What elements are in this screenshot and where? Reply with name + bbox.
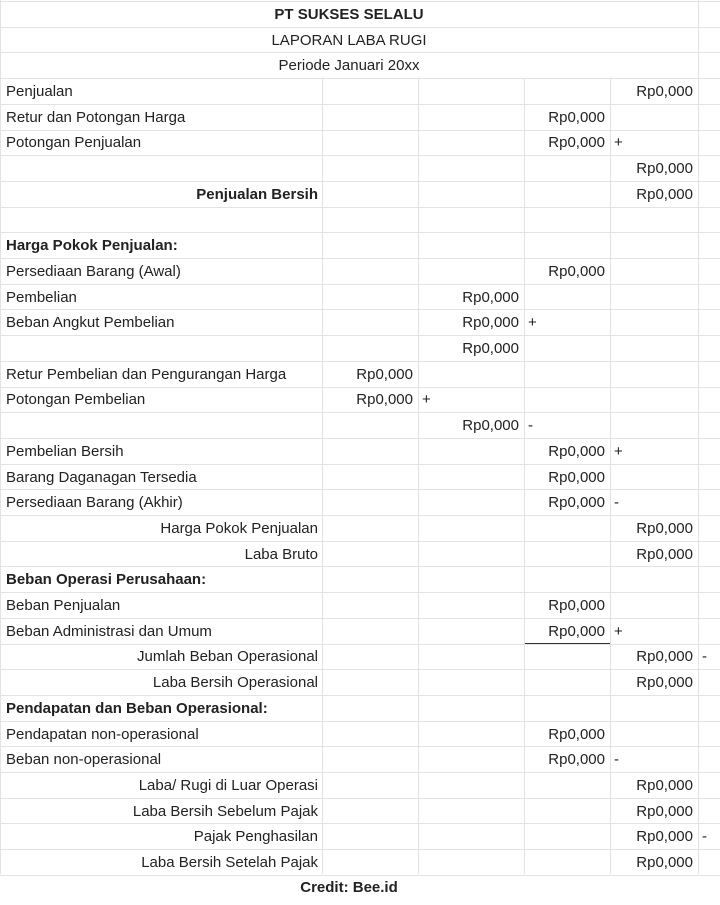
grid-line-horizontal: [0, 309, 720, 310]
row-amount: Rp0,000: [636, 519, 693, 537]
row-operator: -: [702, 648, 707, 666]
row-label: Jumlah Beban Operasional: [137, 648, 318, 666]
grid-line-horizontal: [0, 695, 720, 696]
grid-line-vertical: [322, 79, 323, 874]
row-operator: +: [614, 442, 623, 460]
row-operator: -: [614, 494, 619, 512]
grid-line-horizontal: [0, 284, 720, 285]
row-label: Barang Daganagan Tersedia: [6, 468, 197, 486]
row-label: Potongan Penjualan: [6, 134, 142, 152]
grid-line-horizontal: [0, 669, 720, 670]
row-amount: Rp0,000: [636, 160, 693, 178]
row-label: Laba Bruto: [244, 545, 318, 563]
row-label: Pembelian: [6, 288, 77, 306]
report-period: Periode Januari 20xx: [278, 57, 420, 75]
grid-line-horizontal: [0, 721, 720, 722]
grid-line-horizontal: [0, 387, 720, 388]
row-label: Harga Pokok Penjualan:: [6, 237, 178, 255]
row-operator: -: [702, 828, 707, 846]
credit-footer: Credit: Bee.id: [300, 879, 398, 896]
grid-line-horizontal: [0, 875, 720, 876]
row-amount: Rp0,000: [462, 288, 519, 306]
grid-line-vertical: [0, 0, 1, 874]
row-amount: Rp0,000: [636, 545, 693, 563]
grid-line-vertical: [610, 79, 611, 874]
grid-line-horizontal: [0, 361, 720, 362]
row-label: Beban non-operasional: [6, 751, 162, 769]
grid-line-horizontal: [0, 515, 720, 516]
report-title: LAPORAN LABA RUGI: [271, 31, 427, 49]
row-operator: +: [528, 314, 537, 332]
grid-line-horizontal: [0, 52, 720, 53]
row-amount: Rp0,000: [636, 83, 693, 100]
grid-line-horizontal: [0, 104, 720, 105]
grid-line-horizontal: [0, 489, 720, 490]
grid-line-horizontal: [0, 181, 720, 182]
row-amount: Rp0,000: [548, 108, 605, 126]
grid-line-vertical: [418, 79, 419, 874]
grid-line-horizontal: [0, 27, 720, 28]
grid-line-horizontal: [0, 155, 720, 156]
grid-line-vertical: [698, 0, 699, 874]
grid-line-horizontal: [0, 849, 720, 850]
grid-line-horizontal: [0, 592, 720, 593]
row-label: Penjualan Bersih: [196, 185, 318, 203]
row-amount: Rp0,000: [356, 365, 413, 383]
row-amount: Rp0,000: [548, 134, 605, 152]
row-amount: Rp0,000: [356, 391, 413, 409]
row-label: Beban Operasi Perusahaan:: [6, 571, 207, 589]
row-amount: Rp0,000: [636, 854, 693, 871]
row-amount: Rp0,000: [548, 622, 605, 640]
row-label: Pendapatan non-operasional: [6, 725, 199, 743]
grid-line-horizontal: [0, 1, 720, 2]
row-label: Laba Bersih Sebelum Pajak: [132, 802, 318, 820]
row-amount: Rp0,000: [636, 776, 693, 794]
grid-line-horizontal: [0, 772, 720, 773]
grid-line-horizontal: [0, 335, 720, 336]
row-label: Persediaan Barang (Akhir): [6, 494, 183, 512]
row-operator: -: [528, 417, 533, 435]
row-label: Penjualan: [6, 83, 73, 100]
grid-line-horizontal: [0, 412, 720, 413]
row-label: Harga Pokok Penjualan: [160, 519, 318, 537]
row-operator: +: [614, 134, 623, 152]
grid-line-horizontal: [0, 258, 720, 259]
row-operator: +: [614, 622, 623, 640]
row-amount: Rp0,000: [462, 340, 519, 357]
grid-line-horizontal: [0, 207, 720, 208]
row-amount: Rp0,000: [548, 751, 605, 769]
row-amount: Rp0,000: [548, 468, 605, 486]
row-label: Retur dan Potongan Harga: [6, 108, 186, 126]
grid-line-horizontal: [0, 823, 720, 824]
grid-line-horizontal: [0, 438, 720, 439]
row-label: Beban Penjualan: [6, 597, 121, 614]
row-operator: +: [422, 391, 431, 409]
row-amount: Rp0,000: [636, 828, 693, 846]
company-name: PT SUKSES SELALU: [274, 6, 424, 23]
grid-line-vertical: [524, 79, 525, 874]
grid-line-horizontal: [0, 464, 720, 465]
row-amount: Rp0,000: [548, 725, 605, 743]
row-label: Persediaan Barang (Awal): [6, 262, 181, 280]
row-label: Pendapatan dan Beban Operasional:: [6, 699, 268, 717]
grid-line-horizontal: [0, 541, 720, 542]
row-amount: Rp0,000: [636, 648, 693, 666]
grid-line-horizontal: [0, 644, 720, 645]
row-label: Laba Bersih Operasional: [152, 674, 318, 692]
grid-line-horizontal: [0, 746, 720, 747]
row-amount: Rp0,000: [462, 314, 519, 332]
row-amount: Rp0,000: [548, 494, 605, 512]
grid-line-horizontal: [0, 130, 720, 131]
row-label: Retur Pembelian dan Pengurangan Harga: [6, 365, 287, 383]
row-operator: -: [614, 751, 619, 769]
grid-line-horizontal: [0, 232, 720, 233]
row-label: Laba/ Rugi di Luar Operasi: [138, 776, 318, 794]
row-label: Potongan Pembelian: [6, 391, 146, 409]
row-amount: Rp0,000: [548, 262, 605, 280]
row-amount: Rp0,000: [548, 597, 605, 614]
row-amount: Rp0,000: [462, 417, 519, 435]
row-label: Beban Angkut Pembelian: [6, 314, 175, 332]
row-amount: Rp0,000: [548, 442, 605, 460]
row-label: Laba Bersih Setelah Pajak: [141, 854, 318, 871]
grid-line-horizontal: [0, 798, 720, 799]
row-label: Pembelian Bersih: [6, 442, 124, 460]
row-amount: Rp0,000: [636, 185, 693, 203]
row-label: Pajak Penghasilan: [193, 828, 318, 846]
row-amount: Rp0,000: [636, 802, 693, 820]
grid-line-horizontal: [0, 618, 720, 619]
row-amount: Rp0,000: [636, 674, 693, 692]
grid-line-horizontal: [0, 78, 720, 79]
row-label: Beban Administrasi dan Umum: [6, 622, 212, 640]
grid-line-horizontal: [0, 566, 720, 567]
